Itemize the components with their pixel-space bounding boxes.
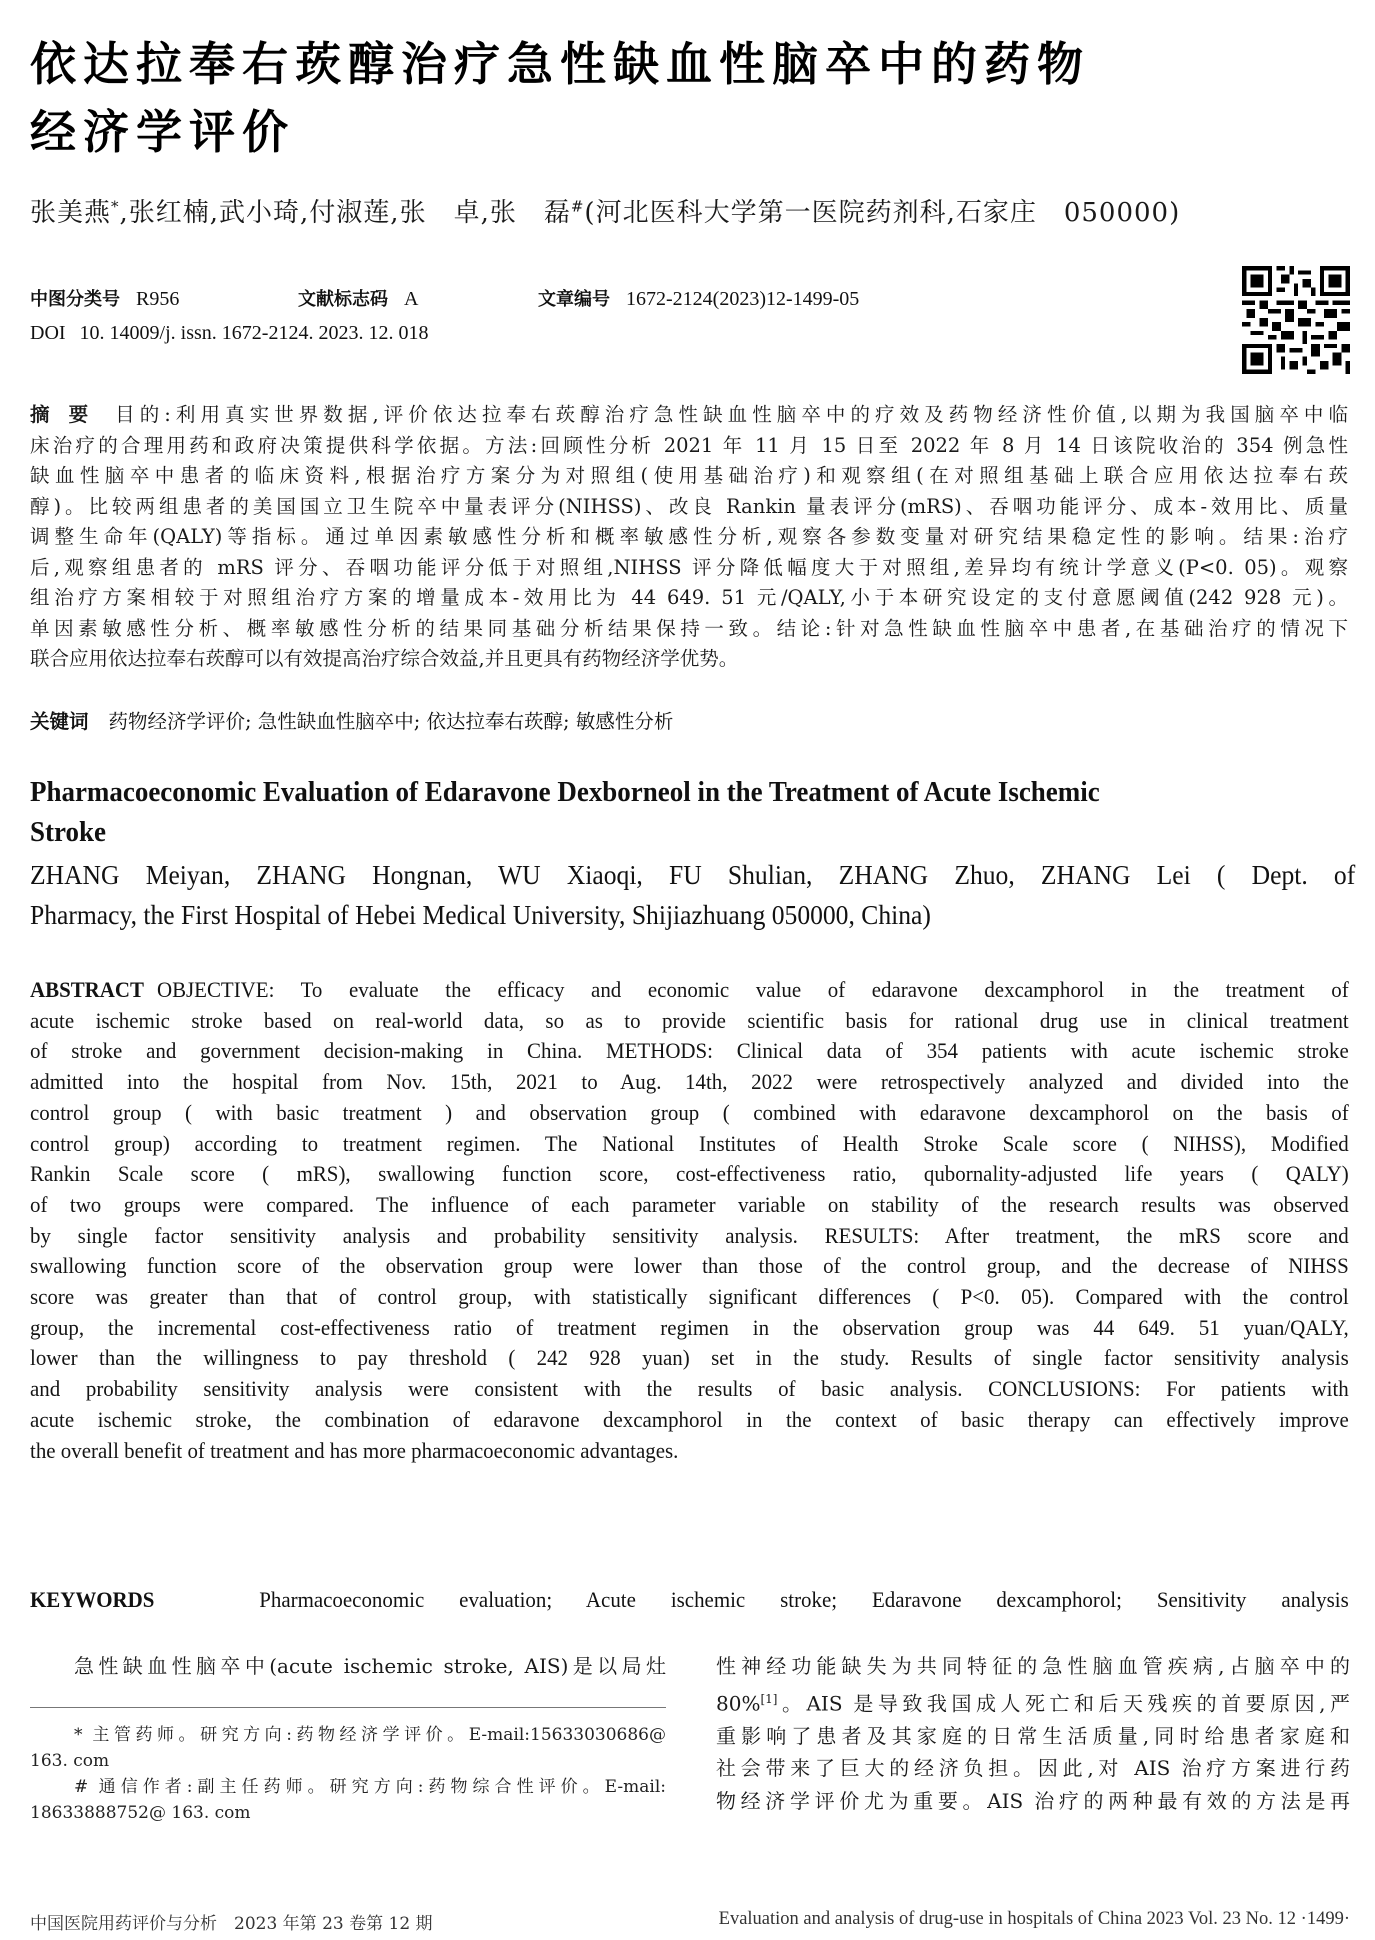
qr-code-icon[interactable] (1242, 266, 1350, 374)
doi (30, 322, 428, 345)
body-column-left (30, 1650, 666, 1683)
body-line: 社会带来了巨大的经济负担。因此,对 AIS 治疗方案进行药 (716, 1756, 1350, 1781)
abstract-en-line: the overall benefit of treatment and has more pharmacoeconomic advantages. (30, 1437, 679, 1463)
abstract-en-line: group, the incremental cost-effectiveness ratio of treatment regimen in the observation group was 44 649. 51 yuan/QALY, (30, 1314, 1349, 1340)
abstract-en-line: acute ischemic stroke based on real-world data, so as to provide scientific basis for rational drug use in clinical treatment (30, 1007, 1349, 1033)
footnote-line: * 主管药师。研究方向:药物经济学评价。E-mail:15633030686@ (74, 1725, 666, 1745)
first-author-mark: * (111, 197, 120, 216)
keywords-en (30, 1587, 1349, 1613)
title-cn-line: 依达拉奉右莰醇治疗急性缺血性脑卒中的药物 (30, 37, 1090, 91)
body-line: 性神经功能缺失为共同特征的急性脑血管疾病,占脑卒中的 (716, 1654, 1350, 1678)
abstract-en-line: of stroke and government decision-making in China. METHODS: Clinical data of 354 patients with acute ischemic stroke (30, 1038, 1349, 1064)
body-line (716, 1683, 1350, 1720)
footnotes (30, 1722, 666, 1826)
body-line: 急性缺血性脑卒中(acute ischemic stroke, AIS)是以局灶 (74, 1654, 666, 1678)
abstract-en-line: lower than the willingness to pay threshold ( 242 928 yuan) set in the study. Results of single factor sensitivity analysis (30, 1345, 1349, 1371)
co-authors: ,张红楠,武小琦,付淑莲,张 卓,张 磊 (119, 198, 571, 228)
abstract-cn-line: 组治疗方案相较于对照组治疗方案的增量成本-效用比为 44 649. 51 元/QALY,小于本研究设定的支付意愿阈值(242 928 元)。 (30, 586, 1348, 609)
article-title-en (30, 772, 1258, 852)
authors-affiliation-cn (30, 192, 1180, 229)
body-column-right (716, 1650, 1350, 1817)
footnote-line: # 通信作者:副主任药师。研究方向:药物综合性评价。E-mail: (74, 1777, 666, 1797)
abstract-en-line: Rankin Scale score ( mRS), swallowing function score, cost-effectiveness ratio, qubornality-adjusted life years ( QALY) (30, 1161, 1349, 1187)
journal-name-en: Evaluation and analysis of drug-use in hospitals of China 2023 Vol. 23 No. 12 ·1499· (718, 1909, 1350, 1929)
abstract-cn-line: 联合应用依达拉奉右莰醇可以有效提高治疗综合效益,并且更具有药物经济学优势。 (30, 647, 739, 670)
doi-label: DOI (30, 322, 66, 344)
keywords-en-text: Pharmacoeconomic evaluation; Acute ischemic stroke; Edaravone dexcamphorol; Sensitivity analysis (259, 1587, 1349, 1612)
body-text: 。AIS 是导致我国成人死亡和后天残疾的首要原因,严 (777, 1691, 1350, 1716)
abstract-cn-line (30, 400, 1348, 431)
body-line: 物经济学评价尤为重要。AIS 治疗的两种最有效的方法是再 (716, 1788, 1350, 1813)
corresponding-author-mark: # (570, 197, 585, 216)
keywords-cn-text: 药物经济学评价; 急性缺血性脑卒中; 依达拉奉右莰醇; 敏感性分析 (108, 710, 674, 733)
affiliation-cn: (河北医科大学第一医院药剂科,石家庄 050000) (584, 198, 1181, 228)
journal-name-cn: 中国医院用药评价与分析 2023 年第 23 卷第 12 期 (30, 1914, 433, 1934)
abstract-cn-line: 后,观察组患者的 mRS 评分、吞咽功能评分低于对照组,NIHSS 评分降低幅度大于对照组,差异均有统计学意义(P<0. 05)。观察 (30, 555, 1348, 579)
keywords-cn-heading: 关键词 (30, 710, 89, 733)
abstract-en-line (30, 975, 1349, 1006)
title-en-line: Pharmacoeconomic Evaluation of Edaravone Dexborneol in the Treatment of Acute Ischemic (30, 776, 1100, 808)
keywords-en-heading: KEYWORDS (30, 1587, 155, 1612)
first-author: 张美燕 (30, 198, 112, 228)
doc-code-label: 文献标志码 (298, 289, 388, 310)
abstract-en-line: score was greater than that of control group, with statistically significant differences ( P<0. 05). Compared with the control (30, 1284, 1349, 1310)
abstract-en-line: and probability sensitivity analysis were consistent with the results of basic analysis. CONCLUSIONS: For patients with (30, 1376, 1349, 1402)
article-number (538, 285, 859, 311)
abstract-cn-line: 醇)。比较两组患者的美国国立卫生院卒中量表评分(NIHSS)、改良 Rankin 量表评分(mRS)、吞咽功能评分、成本-效用比、质量 (30, 494, 1348, 518)
abstract-en-line: admitted into the hospital from Nov. 15th, 2021 to Aug. 14th, 2022 were retrospectively analyzed and divided into the (30, 1069, 1349, 1095)
authors-en-line: Pharmacy, the First Hospital of Hebei Medical University, Shijiazhuang 050000, China) (30, 899, 931, 930)
footnote-divider (30, 1707, 666, 1708)
abstract-cn-line: 单因素敏感性分析、概率敏感性分析的结果同基础分析结果保持一致。结论:针对急性缺血性脑卒中患者,在基础治疗的情况下 (30, 616, 1348, 640)
authors-en-line: ZHANG Meiyan, ZHANG Hongnan, WU Xiaoqi, FU Shulian, ZHANG Zhuo, ZHANG Lei ( Dept. of (30, 859, 1356, 890)
document-code (298, 285, 538, 311)
abstract-en-line: control group ( with basic treatment ) and observation group ( combined with edaravone dexcamphorol on the basis of (30, 1099, 1349, 1125)
abstract-en-line: swallowing function score of the observation group were lower than those of the control group, and the decrease of NIHSS (30, 1253, 1349, 1279)
doi-value: 10. 14009/j. issn. 1672-2124. 2023. 12. 018 (79, 322, 429, 344)
article-title-cn (30, 30, 1350, 166)
title-en-line: Stroke (30, 816, 106, 848)
clc-value: R956 (136, 288, 180, 310)
abstract-cn (30, 400, 1348, 675)
abstract-cn-line: 调整生命年(QALY)等指标。通过单因素敏感性分析和概率敏感性分析,观察各参数变量对研究结果稳定性的影响。结果:治疗 (30, 525, 1348, 548)
abstract-en-heading: ABSTRACT (30, 977, 144, 1002)
abstract-cn-heading: 摘要 (30, 403, 108, 426)
abstract-en-line: acute ischemic stroke, the combination of edaravone dexcamphorol in the context of basic therapy can effectively improve (30, 1406, 1349, 1432)
doc-code-value: A (404, 288, 419, 310)
title-cn-line: 经济学评价 (30, 105, 295, 159)
authors-affiliation-en (30, 855, 1355, 935)
clc-label: 中图分类号 (30, 289, 120, 310)
abstract-en-line: control group) according to treatment regimen. The National Institutes of Health Stroke Scale score ( NIHSS), Modified (30, 1130, 1349, 1156)
clc-number (30, 285, 298, 311)
abstract-cn-line: 缺血性脑卒中患者的临床资料,根据治疗方案分为对照组(使用基础治疗)和观察组(在对照组基础上联合应用依达拉奉右莰 (30, 464, 1348, 487)
keywords-cn (30, 706, 673, 734)
footnote-line: 163. com (30, 1751, 110, 1771)
abstract-en-line: by single factor sensitivity analysis and probability sensitivity analysis. RESULTS: After treatment, the mRS score and (30, 1222, 1349, 1248)
abstract-en-text: OBJECTIVE: To evaluate the efficacy and economic value of edaravone dexcamphorol in the treatment of (156, 977, 1349, 1002)
abstract-en-line: of two groups were compared. The influence of each parameter variable on stability of the research results was observed (30, 1191, 1349, 1217)
classification-info (30, 285, 859, 311)
footnote-line: 18633888752@ 163. com (30, 1803, 251, 1823)
abstract-en (30, 975, 1349, 1466)
citation-link[interactable]: [1] (760, 1691, 778, 1706)
abstract-cn-text: 目的:利用真实世界数据,评价依达拉奉右莰醇治疗急性缺血性脑卒中的疗效及药物经济性价值,以期为我国脑卒中临 (115, 403, 1348, 426)
article-no-label: 文章编号 (538, 289, 610, 310)
abstract-cn-line: 床治疗的合理用药和政府决策提供科学依据。方法:回顾性分析 2021 年 11 月 15 日至 2022 年 8 月 14 日该院收治的 354 例急性 (30, 433, 1348, 457)
body-line: 重影响了患者及其家庭的日常生活质量,同时给患者家庭和 (716, 1723, 1350, 1748)
body-text: 80% (716, 1691, 761, 1716)
article-no-value: 1672-2124(2023)12-1499-05 (626, 288, 860, 310)
